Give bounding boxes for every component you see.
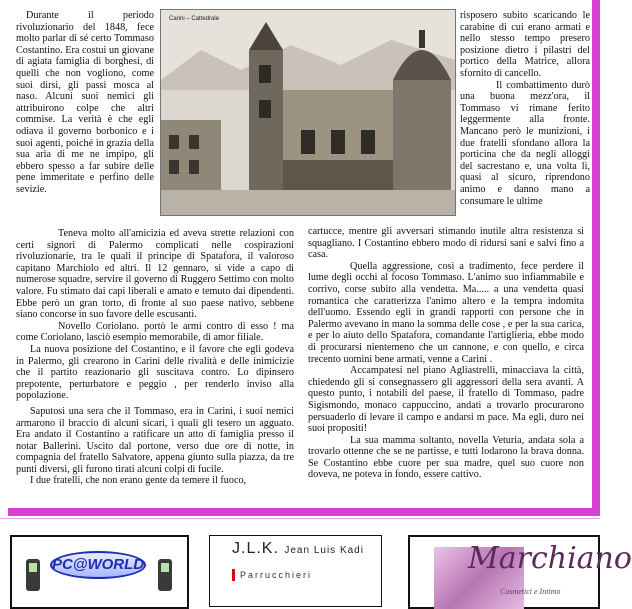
paragraph: I due fratelli, che non erano gente da temere il fuoco, bbox=[30, 475, 247, 487]
paragraph: Il combattimento durò una buona mezz'ora, il Tommaso vi rimane ferito leggermente alla fronte. Mancano però le munizioni, i due fratelli sfondano allora la porticina che da negli alloggi del sacrestano e, una volta lì, quasi al sicuro, riprendono animo e danno mano a consumare le ultime bbox=[460, 79, 590, 207]
left-column bbox=[16, 10, 154, 196]
frame-bottom-border bbox=[8, 508, 600, 516]
paragraph: risposero subito scaricando le carabine di cui erano armati e nello stesso tempo presero posizione dietro i pilastri del portico della Matrice, allora sfornito di cancello. bbox=[460, 10, 590, 79]
paragraph: Durante il periodo rivoluzionario del 1848, fece molto parlar di sé certo Tommaso Costantino. Era costui un giovane di agiata famiglia di borghesi, di quelli che non vogliono, come suoi dirsi, gli passi mosca al naso. Alcuni suoi nemici gli attribuirono colpe che altri commise. La verità è che egli odiava il governo borbonico e i suoi agenti, poiché in grazia della sua aria di me ne impipo, gli ebbero spesso a far subire delle pene immeritate e perfino delle sevizie. bbox=[16, 10, 154, 195]
paragraph: Accampatesi nel piano Agliastrelli, minacciava la città, chiedendo gli si consegnassero gli aggressori della sera avanti. A questo punto, i notabili del paese, il fratello di Tommaso, padre Sigismondo, monaco cappuccino, andati a trovarlo procurarono persuaderlo di levare il campo e andarsi m pace. Ma egli, duro nei suoi propositi! bbox=[308, 365, 584, 435]
ad-jlk[interactable] bbox=[209, 535, 382, 607]
cathedral-photo bbox=[160, 9, 456, 216]
paragraph: La sua mamma soltanto, novella Veturia, andata sola a trovarlo ottenne che se ne partisse, e tutti lodarono la brava donna. Se Costantino ebbe cuore per sua madre, quel suo cuore non doveva, ne poteva in fondo, essere cattivo. bbox=[308, 434, 584, 481]
paragraph: Saputosi una sera che il Tommaso, era in Carini, i suoi nemici armarono il braccio di alcuni sicari, i quali gli tesero un agguato. Era andato il Costantino a ratificare un atto di famiglia presso il notar Ballerini. Uscito dal portone, verso due ore di notte, in compagnia del fratello Salvatore, appena giunto sulla piazza, da tre punti diversi, gli furono tirati alcuni colpi di fucile. bbox=[16, 405, 294, 475]
middle-right-column bbox=[308, 226, 584, 481]
pcworld-logo: PC@WORLD bbox=[50, 551, 146, 579]
cathedral-illustration bbox=[161, 10, 455, 215]
jlk-logo: J.L.K. Jean Luis Kadi bbox=[232, 540, 364, 557]
marchiano-subtitle: Cosmetici e Intimo bbox=[500, 587, 561, 596]
right-column bbox=[460, 10, 590, 207]
middle-left-column bbox=[16, 228, 294, 487]
paragraph: Quella aggressione, così a tradimento, fece perdere il lume degli occhi al focoso Tommaso. L'animo suo infiammabile e corrivo, corse subito alla vendetta. Ma..... a una vendetta quasi romantica che caratterizza l'animo altero e la tempra indomita dell'uomo. Essendo egli in grandi rapporti con persone che in Palermo avevano in mano la somma delle cose , e per la sua carica, e per lo aiuto dello Spatafora, comandante l'artiglieria, ebbe modo di procurarsi nientemeno che un cannone, e con quello, e circa trecento uomini bene armati, venne a Carini . bbox=[308, 260, 584, 365]
marchiano-logo: Marchiano bbox=[468, 541, 632, 576]
mobile-phone-icon bbox=[158, 559, 172, 591]
mobile-phone-icon bbox=[26, 559, 40, 591]
jlk-subtitle: Parrucchieri bbox=[240, 570, 313, 580]
paragraph: Teneva molto all'amicizia ed aveva strette relazioni con certi signori di Palermo complicati nelle cospirazioni rivoluzionarie, tra le quali il principe di Spatafora, il valoroso capitano Marchiolo ed altri. Il 12 gennaro, si vide a capo di numerose squadre, servire il governo di Ruggero Settimo con molto valore. Fu stimato dai capi liberali e amato e temuto dai dipendenti. Ebbe però un gran torto, di fronte al suo paese nativo, sebbene siano concorse in suo favore delle escusanti. bbox=[16, 228, 294, 321]
frame-divider-line bbox=[0, 518, 600, 519]
paragraph: La nuova posizione del Costantino, e il favore che egli godeva in Palermo, gli crearono in Carini delle rivalità e delle inimicizie che il partito reazionario gli suscitava contro. Lo dipinsero prepotente, perturbatore e peggio , per renderlo inviso alla popolazione. bbox=[16, 343, 294, 402]
paragraph: Novello Coriolano. portò le armi contro di esso ! ma come Coriolano, lasciò esempio memorabile, di amor filiale. bbox=[16, 320, 294, 344]
photo-caption: Carini – Cattedrale bbox=[169, 16, 220, 22]
ad-marchiano[interactable] bbox=[408, 535, 632, 609]
accent-bar bbox=[232, 569, 235, 581]
ad-pcworld[interactable] bbox=[10, 535, 189, 609]
paragraph: cartucce, mentre gli avversari stimando inutile altra resistenza si squagliano. I Costantino ebbero modo di ridursi sani e salvi fino a casa. bbox=[308, 226, 584, 261]
